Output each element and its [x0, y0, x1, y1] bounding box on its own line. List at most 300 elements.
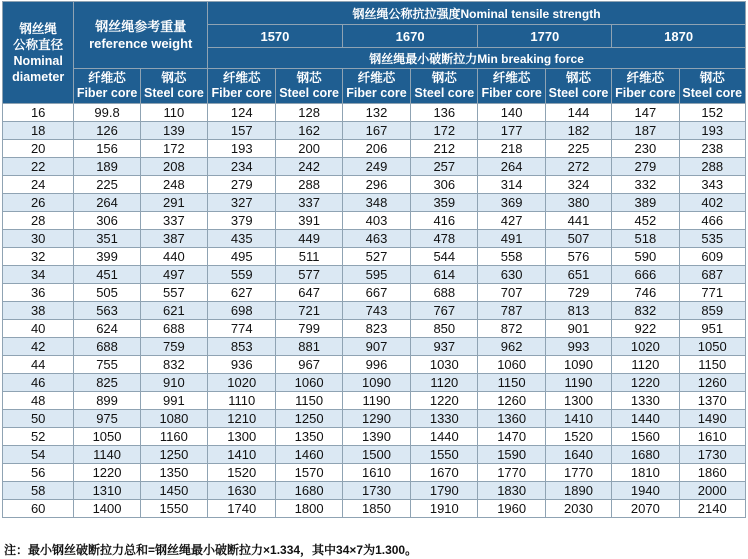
- header-fiber-core-cn: 纤维芯: [223, 71, 261, 85]
- value-cell: 380: [545, 194, 611, 212]
- value-cell: 427: [478, 212, 545, 230]
- value-cell: 1470: [478, 428, 545, 446]
- diameter-cell: 26: [3, 194, 74, 212]
- value-cell: 463: [342, 230, 410, 248]
- header-weight-en: reference weight: [89, 36, 193, 51]
- header-steel-core-cn: 钢芯: [296, 71, 322, 85]
- value-cell: 1090: [342, 374, 410, 392]
- value-cell: 449: [276, 230, 342, 248]
- value-cell: 832: [140, 356, 207, 374]
- value-cell: 1150: [478, 374, 545, 392]
- value-cell: 1350: [276, 428, 342, 446]
- table-row: [3, 122, 746, 140]
- value-cell: 140: [478, 104, 545, 122]
- value-cell: 1680: [612, 446, 679, 464]
- value-cell: 1490: [679, 410, 745, 428]
- value-cell: 993: [545, 338, 611, 356]
- value-cell: 1440: [612, 410, 679, 428]
- value-cell: 1960: [478, 500, 545, 518]
- value-cell: 1610: [342, 464, 410, 482]
- value-cell: 1390: [342, 428, 410, 446]
- value-cell: 667: [342, 284, 410, 302]
- value-cell: 156: [74, 140, 140, 158]
- value-cell: 505: [74, 284, 140, 302]
- diameter-cell: 50: [3, 410, 74, 428]
- value-cell: 1210: [208, 410, 276, 428]
- diameter-cell: 28: [3, 212, 74, 230]
- value-cell: 234: [208, 158, 276, 176]
- footnote: 注：最小钢丝破断拉力总和=钢丝绳最小破断拉力×1.334，其中34×7为1.300。: [4, 543, 418, 557]
- value-cell: 813: [545, 302, 611, 320]
- value-cell: 379: [208, 212, 276, 230]
- value-cell: 288: [679, 158, 745, 176]
- diameter-cell: 20: [3, 140, 74, 158]
- diameter-cell: 38: [3, 302, 74, 320]
- value-cell: 1160: [140, 428, 207, 446]
- header-steel-core: [545, 69, 611, 104]
- value-cell: 621: [140, 302, 207, 320]
- value-cell: 1790: [411, 482, 478, 500]
- value-cell: 306: [411, 176, 478, 194]
- value-cell: 1640: [545, 446, 611, 464]
- value-cell: 279: [612, 158, 679, 176]
- header-steel-core: [276, 69, 342, 104]
- header-steel-core-en: Steel core: [414, 86, 475, 100]
- diameter-cell: 48: [3, 392, 74, 410]
- value-cell: 881: [276, 338, 342, 356]
- value-cell: 2070: [612, 500, 679, 518]
- value-cell: 563: [74, 302, 140, 320]
- value-cell: 324: [545, 176, 611, 194]
- value-cell: 1670: [411, 464, 478, 482]
- value-cell: 1890: [545, 482, 611, 500]
- value-cell: 1220: [612, 374, 679, 392]
- value-cell: 614: [411, 266, 478, 284]
- value-cell: 257: [411, 158, 478, 176]
- value-cell: 200: [276, 140, 342, 158]
- header-steel-core-cn: 钢芯: [565, 71, 591, 85]
- value-cell: 369: [478, 194, 545, 212]
- value-cell: 1410: [208, 446, 276, 464]
- header-fiber-core-en: Fiber core: [211, 86, 272, 100]
- value-cell: 771: [679, 284, 745, 302]
- value-cell: 951: [679, 320, 745, 338]
- value-cell: 208: [140, 158, 207, 176]
- value-cell: 327: [208, 194, 276, 212]
- header-min-breaking-force: 钢丝绳最小破断拉力Min breaking force: [208, 48, 746, 69]
- value-cell: 2030: [545, 500, 611, 518]
- value-cell: 1610: [679, 428, 745, 446]
- diameter-cell: 54: [3, 446, 74, 464]
- value-cell: 139: [140, 122, 207, 140]
- value-cell: 1330: [411, 410, 478, 428]
- value-cell: 511: [276, 248, 342, 266]
- value-cell: 1220: [411, 392, 478, 410]
- value-cell: 937: [411, 338, 478, 356]
- value-cell: 1630: [208, 482, 276, 500]
- value-cell: 416: [411, 212, 478, 230]
- value-cell: 651: [545, 266, 611, 284]
- table-row: [3, 158, 746, 176]
- value-cell: 1110: [208, 392, 276, 410]
- table-row: [3, 104, 746, 122]
- value-cell: 389: [612, 194, 679, 212]
- header-diameter-en2: diameter: [12, 69, 65, 84]
- value-cell: 218: [478, 140, 545, 158]
- value-cell: 1090: [545, 356, 611, 374]
- value-cell: 466: [679, 212, 745, 230]
- value-cell: 189: [74, 158, 140, 176]
- value-cell: 1350: [140, 464, 207, 482]
- value-cell: 1680: [276, 482, 342, 500]
- value-cell: 743: [342, 302, 410, 320]
- value-cell: 1050: [74, 428, 140, 446]
- header-steel-core-en: Steel core: [279, 86, 339, 100]
- diameter-cell: 60: [3, 500, 74, 518]
- diameter-cell: 22: [3, 158, 74, 176]
- value-cell: 478: [411, 230, 478, 248]
- value-cell: 167: [342, 122, 410, 140]
- value-cell: 1370: [679, 392, 745, 410]
- header-nominal-diameter: [3, 2, 74, 104]
- value-cell: 1300: [208, 428, 276, 446]
- value-cell: 1030: [411, 356, 478, 374]
- value-cell: 495: [208, 248, 276, 266]
- value-cell: 996: [342, 356, 410, 374]
- value-cell: 497: [140, 266, 207, 284]
- header-fiber-core: [342, 69, 410, 104]
- header-steel-core-en: Steel core: [682, 86, 743, 100]
- value-cell: 559: [208, 266, 276, 284]
- value-cell: 576: [545, 248, 611, 266]
- value-cell: 535: [679, 230, 745, 248]
- table-row: [3, 320, 746, 338]
- value-cell: 832: [612, 302, 679, 320]
- value-cell: 337: [140, 212, 207, 230]
- value-cell: 1060: [478, 356, 545, 374]
- value-cell: 212: [411, 140, 478, 158]
- value-cell: 746: [612, 284, 679, 302]
- value-cell: 850: [411, 320, 478, 338]
- value-cell: 967: [276, 356, 342, 374]
- value-cell: 177: [478, 122, 545, 140]
- value-cell: 136: [411, 104, 478, 122]
- diameter-cell: 16: [3, 104, 74, 122]
- diameter-cell: 40: [3, 320, 74, 338]
- wire-rope-spec-table-container: [2, 1, 746, 518]
- value-cell: 1120: [612, 356, 679, 374]
- header-fiber-core-en: Fiber core: [76, 86, 138, 100]
- value-cell: 1140: [74, 446, 140, 464]
- value-cell: 291: [140, 194, 207, 212]
- value-cell: 577: [276, 266, 342, 284]
- value-cell: 1440: [411, 428, 478, 446]
- value-cell: 147: [612, 104, 679, 122]
- value-cell: 1050: [679, 338, 745, 356]
- value-cell: 2000: [679, 482, 745, 500]
- header-fiber-core-en: Fiber core: [481, 86, 542, 100]
- value-cell: 296: [342, 176, 410, 194]
- value-cell: 899: [74, 392, 140, 410]
- header-strength-1570: 1570: [208, 25, 343, 48]
- diameter-cell: 36: [3, 284, 74, 302]
- value-cell: 2140: [679, 500, 745, 518]
- value-cell: 647: [276, 284, 342, 302]
- value-cell: 901: [545, 320, 611, 338]
- value-cell: 452: [612, 212, 679, 230]
- value-cell: 124: [208, 104, 276, 122]
- value-cell: 1290: [342, 410, 410, 428]
- value-cell: 359: [411, 194, 478, 212]
- value-cell: 729: [545, 284, 611, 302]
- header-strength-1670: 1670: [342, 25, 478, 48]
- value-cell: 1150: [679, 356, 745, 374]
- header-fiber-core-cn: 纤维芯: [492, 71, 531, 85]
- diameter-cell: 34: [3, 266, 74, 284]
- value-cell: 314: [478, 176, 545, 194]
- header-fiber-core: [612, 69, 679, 104]
- table-row: [3, 248, 746, 266]
- header-fiber-core-cn: 纤维芯: [88, 71, 126, 85]
- value-cell: 721: [276, 302, 342, 320]
- header-reference-weight: [74, 2, 208, 69]
- value-cell: 162: [276, 122, 342, 140]
- table-row: [3, 392, 746, 410]
- value-cell: 1500: [342, 446, 410, 464]
- value-cell: 440: [140, 248, 207, 266]
- value-cell: 787: [478, 302, 545, 320]
- value-cell: 272: [545, 158, 611, 176]
- table-row: [3, 464, 746, 482]
- value-cell: 1260: [478, 392, 545, 410]
- value-cell: 910: [140, 374, 207, 392]
- value-cell: 1250: [276, 410, 342, 428]
- table-row: [3, 356, 746, 374]
- value-cell: 238: [679, 140, 745, 158]
- value-cell: 351: [74, 230, 140, 248]
- table-row: [3, 446, 746, 464]
- value-cell: 698: [208, 302, 276, 320]
- value-cell: 1770: [478, 464, 545, 482]
- value-cell: 627: [208, 284, 276, 302]
- value-cell: 1910: [411, 500, 478, 518]
- header-fiber-core: [478, 69, 545, 104]
- value-cell: 518: [612, 230, 679, 248]
- value-cell: 99.8: [74, 104, 140, 122]
- header-weight-cn: 钢丝绳参考重量: [95, 19, 187, 34]
- value-cell: 767: [411, 302, 478, 320]
- value-cell: 755: [74, 356, 140, 374]
- table-body: [3, 104, 746, 518]
- header-steel-core-en: Steel core: [144, 86, 204, 100]
- header-steel-core: [140, 69, 207, 104]
- header-diameter-cn2: 公称直径: [13, 37, 64, 52]
- value-cell: 1330: [612, 392, 679, 410]
- value-cell: 687: [679, 266, 745, 284]
- diameter-cell: 42: [3, 338, 74, 356]
- value-cell: 337: [276, 194, 342, 212]
- value-cell: 225: [545, 140, 611, 158]
- header-steel-core: [411, 69, 478, 104]
- value-cell: 1190: [342, 392, 410, 410]
- value-cell: 193: [679, 122, 745, 140]
- value-cell: 991: [140, 392, 207, 410]
- header-strength-1770: 1770: [478, 25, 612, 48]
- value-cell: 399: [74, 248, 140, 266]
- value-cell: 403: [342, 212, 410, 230]
- value-cell: 152: [679, 104, 745, 122]
- value-cell: 264: [74, 194, 140, 212]
- table-row: [3, 266, 746, 284]
- value-cell: 975: [74, 410, 140, 428]
- value-cell: 1740: [208, 500, 276, 518]
- value-cell: 348: [342, 194, 410, 212]
- diameter-cell: 52: [3, 428, 74, 446]
- value-cell: 936: [208, 356, 276, 374]
- table-row: [3, 410, 746, 428]
- value-cell: 1520: [545, 428, 611, 446]
- header-tensile-strength: 钢丝绳公称抗拉强度Nominal tensile strength: [208, 2, 746, 25]
- value-cell: 1460: [276, 446, 342, 464]
- value-cell: 1400: [74, 500, 140, 518]
- value-cell: 624: [74, 320, 140, 338]
- value-cell: 128: [276, 104, 342, 122]
- value-cell: 922: [612, 320, 679, 338]
- value-cell: 1300: [545, 392, 611, 410]
- value-cell: 1810: [612, 464, 679, 482]
- table-row: [3, 176, 746, 194]
- value-cell: 1550: [140, 500, 207, 518]
- header-diameter-cn1: 钢丝绳: [19, 21, 57, 36]
- value-cell: 206: [342, 140, 410, 158]
- value-cell: 1120: [411, 374, 478, 392]
- value-cell: 688: [140, 320, 207, 338]
- header-steel-core-cn: 钢芯: [699, 71, 725, 85]
- header-diameter-en1: Nominal: [13, 53, 63, 68]
- value-cell: 1020: [208, 374, 276, 392]
- value-cell: 144: [545, 104, 611, 122]
- value-cell: 1360: [478, 410, 545, 428]
- value-cell: 688: [411, 284, 478, 302]
- value-cell: 1770: [545, 464, 611, 482]
- value-cell: 1020: [612, 338, 679, 356]
- diameter-cell: 24: [3, 176, 74, 194]
- value-cell: 182: [545, 122, 611, 140]
- value-cell: 230: [612, 140, 679, 158]
- value-cell: 825: [74, 374, 140, 392]
- wire-rope-spec-table: [2, 1, 746, 518]
- value-cell: 1550: [411, 446, 478, 464]
- value-cell: 249: [342, 158, 410, 176]
- value-cell: 1850: [342, 500, 410, 518]
- value-cell: 1570: [276, 464, 342, 482]
- value-cell: 288: [276, 176, 342, 194]
- value-cell: 774: [208, 320, 276, 338]
- value-cell: 1520: [208, 464, 276, 482]
- value-cell: 1450: [140, 482, 207, 500]
- value-cell: 590: [612, 248, 679, 266]
- value-cell: 759: [140, 338, 207, 356]
- value-cell: 343: [679, 176, 745, 194]
- value-cell: 248: [140, 176, 207, 194]
- table-row: [3, 230, 746, 248]
- header-fiber-core-en: Fiber core: [615, 86, 676, 100]
- value-cell: 1860: [679, 464, 745, 482]
- table-row: [3, 140, 746, 158]
- diameter-cell: 18: [3, 122, 74, 140]
- value-cell: 1220: [74, 464, 140, 482]
- value-cell: 1730: [679, 446, 745, 464]
- header-steel-core-cn: 钢芯: [431, 71, 457, 85]
- table-row: [3, 302, 746, 320]
- value-cell: 799: [276, 320, 342, 338]
- table-row: [3, 194, 746, 212]
- diameter-cell: 30: [3, 230, 74, 248]
- value-cell: 595: [342, 266, 410, 284]
- header-fiber-core-cn: 纤维芯: [357, 71, 396, 85]
- value-cell: 557: [140, 284, 207, 302]
- value-cell: 1310: [74, 482, 140, 500]
- value-cell: 872: [478, 320, 545, 338]
- value-cell: 1590: [478, 446, 545, 464]
- value-cell: 225: [74, 176, 140, 194]
- diameter-cell: 44: [3, 356, 74, 374]
- value-cell: 544: [411, 248, 478, 266]
- value-cell: 264: [478, 158, 545, 176]
- value-cell: 1260: [679, 374, 745, 392]
- value-cell: 172: [411, 122, 478, 140]
- value-cell: 242: [276, 158, 342, 176]
- value-cell: 491: [478, 230, 545, 248]
- header-fiber-core: [74, 69, 140, 104]
- value-cell: 507: [545, 230, 611, 248]
- table-row: [3, 374, 746, 392]
- value-cell: 110: [140, 104, 207, 122]
- value-cell: 332: [612, 176, 679, 194]
- value-cell: 853: [208, 338, 276, 356]
- value-cell: 157: [208, 122, 276, 140]
- header-steel-core: [679, 69, 745, 104]
- table-row: [3, 428, 746, 446]
- table-row: [3, 212, 746, 230]
- value-cell: 1060: [276, 374, 342, 392]
- value-cell: 823: [342, 320, 410, 338]
- value-cell: 1080: [140, 410, 207, 428]
- value-cell: 193: [208, 140, 276, 158]
- value-cell: 306: [74, 212, 140, 230]
- value-cell: 451: [74, 266, 140, 284]
- value-cell: 1830: [478, 482, 545, 500]
- value-cell: 402: [679, 194, 745, 212]
- value-cell: 391: [276, 212, 342, 230]
- value-cell: 435: [208, 230, 276, 248]
- value-cell: 132: [342, 104, 410, 122]
- value-cell: 1150: [276, 392, 342, 410]
- value-cell: 441: [545, 212, 611, 230]
- table-row: [3, 500, 746, 518]
- value-cell: 609: [679, 248, 745, 266]
- value-cell: 688: [74, 338, 140, 356]
- header-strength-1870: 1870: [612, 25, 746, 48]
- value-cell: 126: [74, 122, 140, 140]
- header-fiber-core: [208, 69, 276, 104]
- value-cell: 279: [208, 176, 276, 194]
- value-cell: 187: [612, 122, 679, 140]
- table-row: [3, 284, 746, 302]
- value-cell: 387: [140, 230, 207, 248]
- header-core-row: [3, 69, 746, 104]
- header-fiber-core-en: Fiber core: [346, 86, 407, 100]
